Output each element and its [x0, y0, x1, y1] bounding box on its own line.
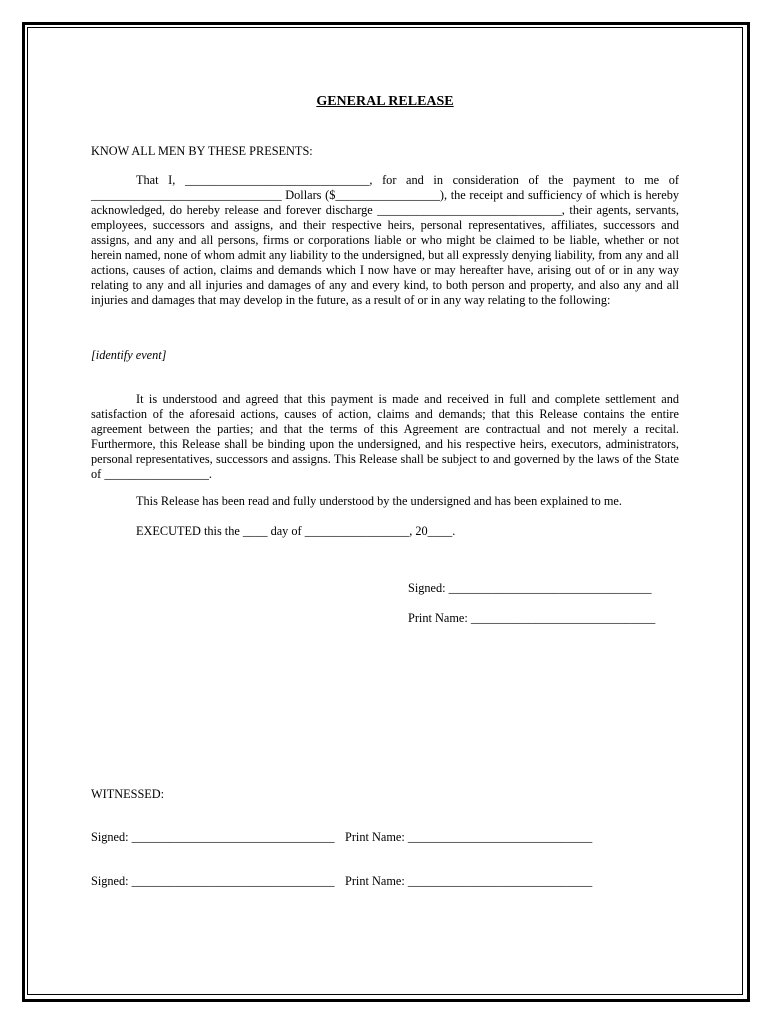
witness-1-print-name-line: Print Name: ______________________________ — [345, 830, 593, 844]
document-title: GENERAL RELEASE — [316, 94, 454, 109]
release-paragraph: That I, ______________________________, for and in consideration of the payment to me of _______________________________ Dollars ($_________________), the receipt and sufficiency of which is hereby acknowledged, do hereby release and forever discharge ______________________________, their agents, servants, employees, successors and assigns, and their respective heirs, personal representatives, affiliates, successors and assigns, and any and all persons, firms or corporations liable or who might be claimed to be liable, whether or not herein named, none of whom admit any liability to the undersigned, but all expressly denying liability, from any and all actions, causes of action, claims and demands which I now have or may hereafter have, arising out of or in any way relating to any and all injuries and damages of any and every kind, to both person and property, and also any and all injuries and damages that may develop in the future, as a result of or in any way relating to the following: — [91, 173, 679, 307]
acknowledgment-paragraph: This Release has been read and fully understood by the undersigned and has been explained to me. — [136, 494, 622, 508]
witness-1-signature-line: Signed: _________________________________ — [91, 830, 335, 844]
preamble: KNOW ALL MEN BY THESE PRESENTS: — [91, 144, 313, 158]
executed-line: EXECUTED this the ____ day of _________________, 20____. — [136, 524, 456, 538]
signer-print-name-line: Print Name: ______________________________ — [408, 611, 656, 625]
signer-signature-line: Signed: _________________________________ — [408, 581, 652, 595]
event-placeholder: [identify event] — [91, 348, 167, 362]
witness-2-signature-line: Signed: _________________________________ — [91, 874, 335, 888]
witnessed-label: WITNESSED: — [91, 787, 165, 801]
witness-2-print-name-line: Print Name: ______________________________ — [345, 874, 593, 888]
settlement-paragraph: It is understood and agreed that this payment is made and received in full and complete settlement and satisfaction of the aforesaid actions, causes of action, claims and demands; that this Release contains the entire agreement between the parties; and that the terms of this Agreement are contractual and not merely a recital. Furthermore, this Release shall be binding upon the undersigned, and his respective heirs, executors, administrators, personal representatives, successors and assigns. This Release shall be subject to and governed by the laws of the State of _________________. — [91, 392, 679, 481]
